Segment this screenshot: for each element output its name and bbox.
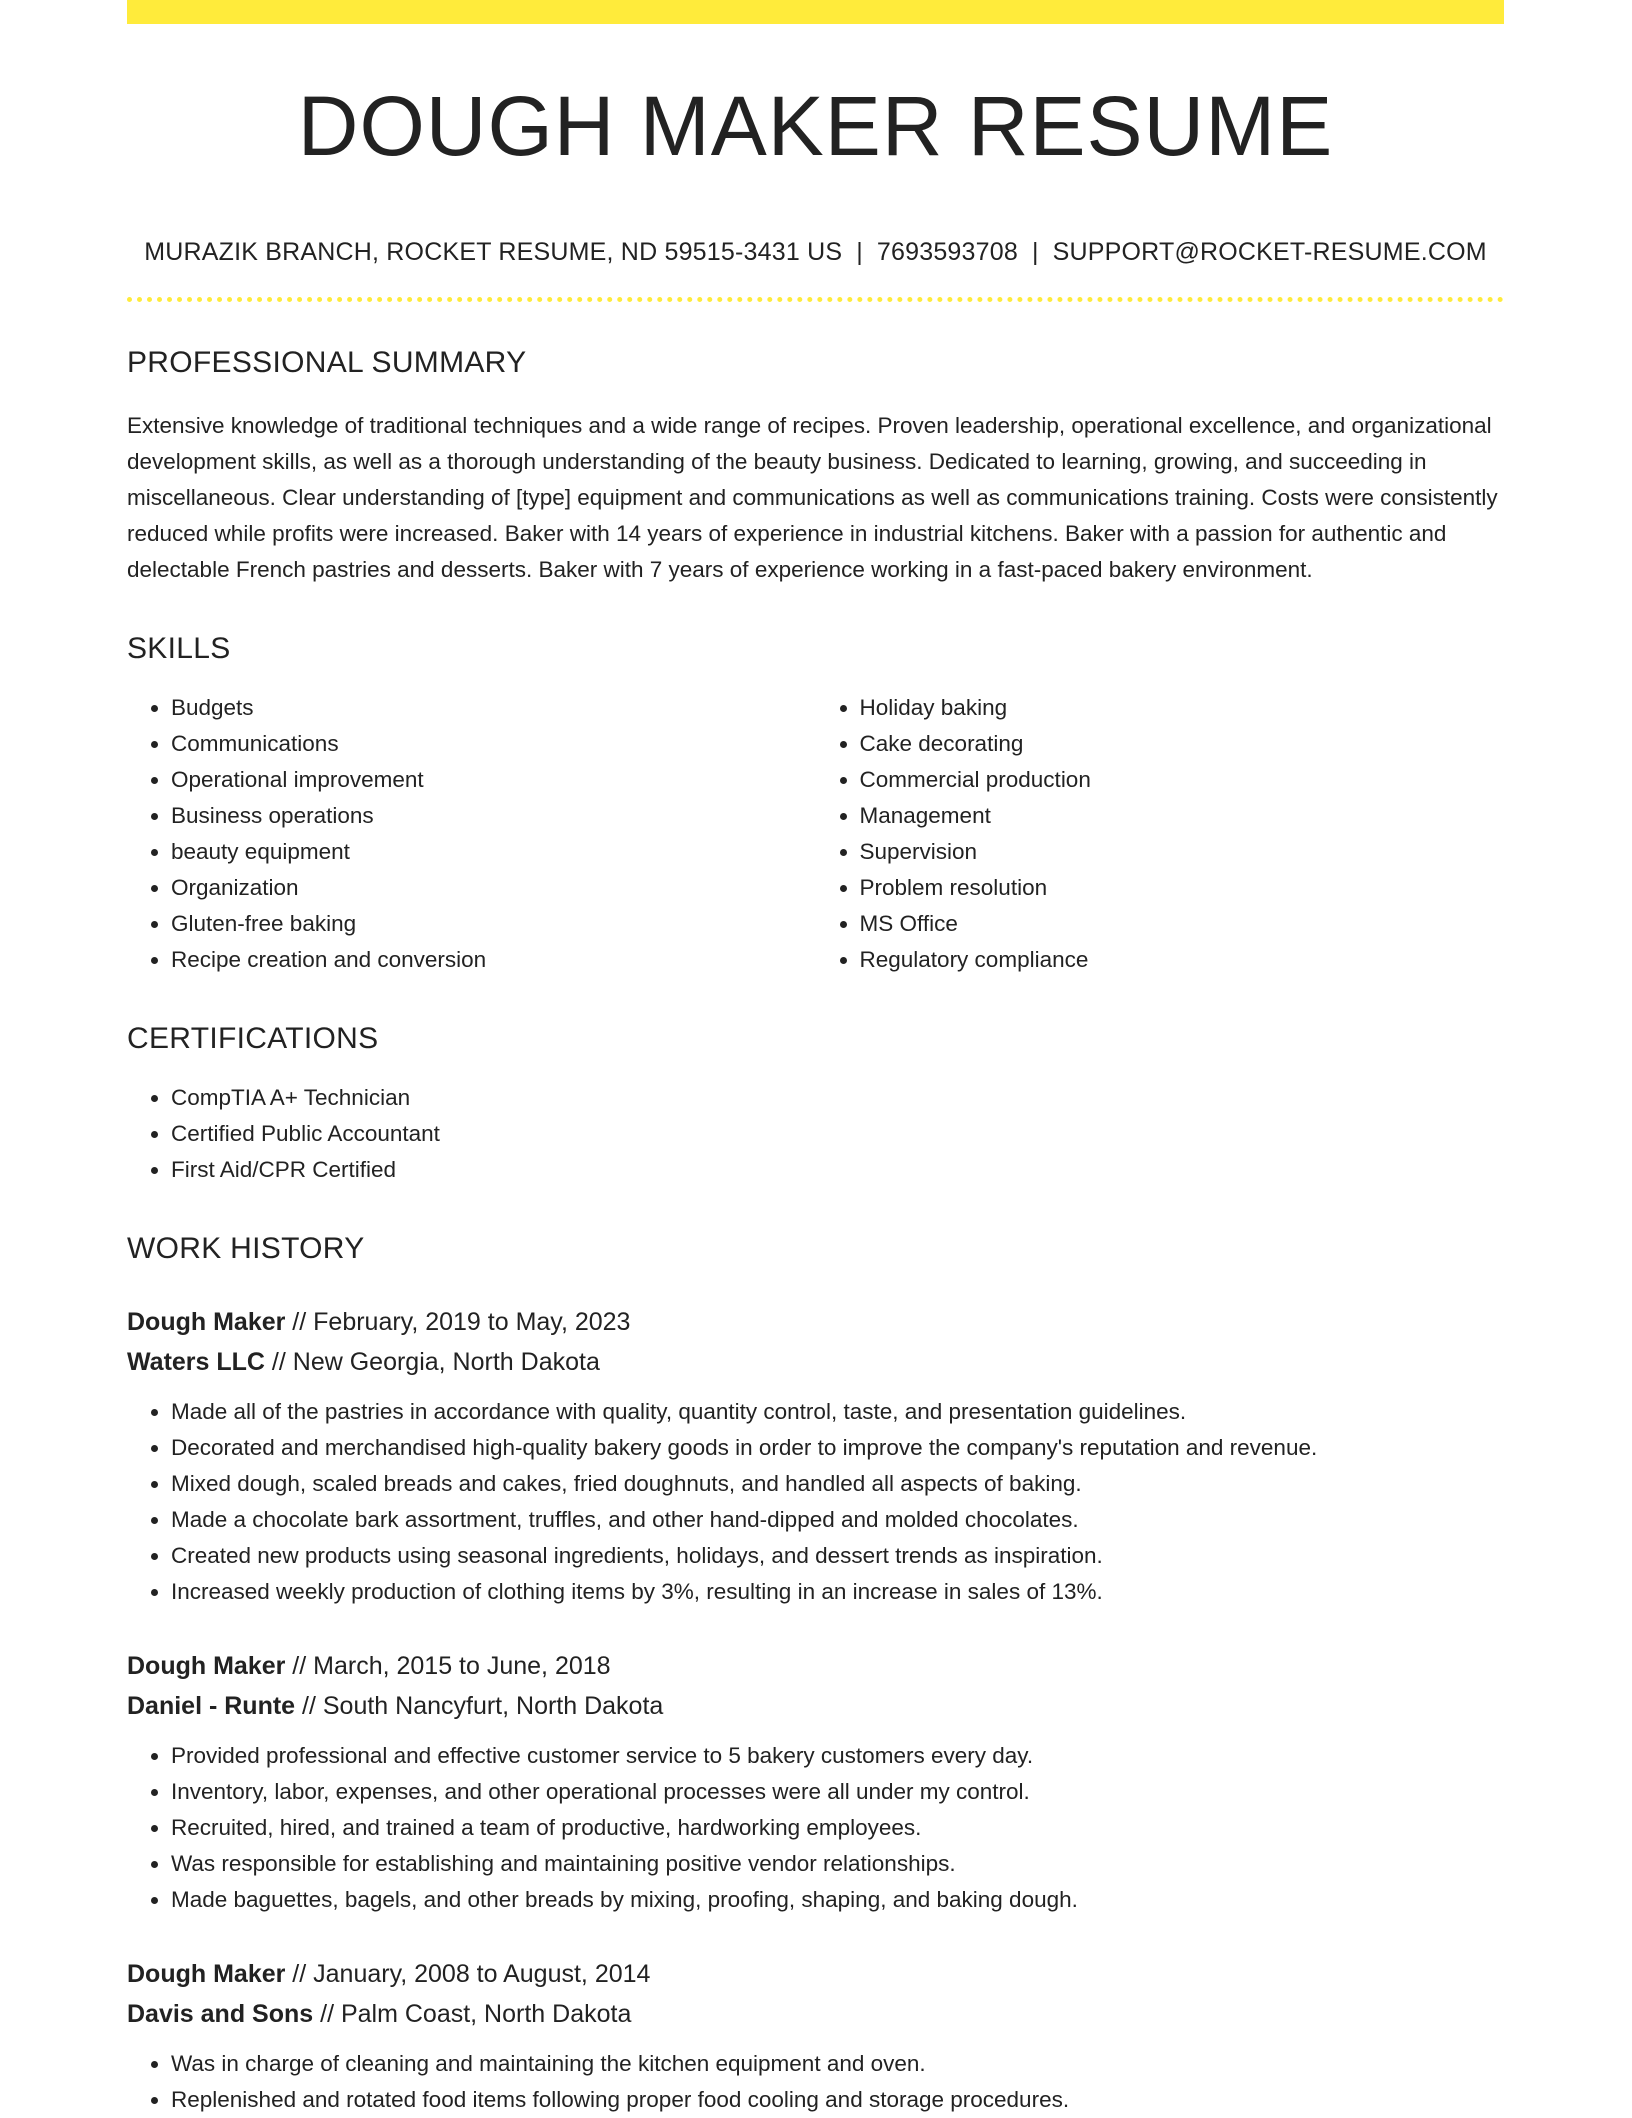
certifications-list — [127, 1080, 1504, 1188]
job-bullets — [127, 2046, 1504, 2118]
certification-item: • CompTIA A+ Technician — [171, 1080, 1504, 1116]
skill-item: • Business operations — [171, 798, 816, 834]
job-bullet: • Mixed dough, scaled breads and cakes, fried doughnuts, and handled all aspects of baking. — [171, 1466, 1504, 1502]
skills-left-list — [127, 690, 816, 978]
dotted-divider — [127, 297, 1504, 302]
job-bullet: • Made a chocolate bark assortment, truffles, and other hand-dipped and molded chocolates. — [171, 1502, 1504, 1538]
job-dates: // January, 2008 to August, 2014 — [285, 1960, 651, 1988]
phone: 7693593708 — [876, 238, 1018, 266]
job-location: // New Georgia, North Dakota — [264, 1348, 600, 1376]
job-company: Waters LLC — [127, 1348, 265, 1376]
job-company-line — [127, 1686, 1504, 1726]
job-entry — [127, 1302, 1504, 1610]
skill-item: • beauty equipment — [171, 834, 816, 870]
work-history-heading: WORK HISTORY — [127, 1232, 365, 1265]
job-bullet: • Created new products using seasonal ingredients, holidays, and dessert trends as inspiration. — [171, 1538, 1504, 1574]
skill-item: • Recipe creation and conversion — [171, 942, 816, 978]
job-bullet: • Made baguettes, bagels, and other breads by mixing, proofing, shaping, and baking dough. — [171, 1882, 1504, 1918]
job-bullet: • Was responsible for establishing and maintaining positive vendor relationships. — [171, 1846, 1504, 1882]
job-title: Dough Maker — [127, 1960, 286, 1988]
job-company: Davis and Sons — [127, 2000, 314, 2028]
job-location: // South Nancyfurt, North Dakota — [295, 1692, 664, 1720]
job-title-line — [127, 1646, 1504, 1686]
summary-heading: PROFESSIONAL SUMMARY — [127, 346, 527, 379]
separator: | — [1031, 238, 1039, 266]
summary-text: Extensive knowledge of traditional techniques and a wide range of recipes. Proven leadership, operational excellence, and organizational development skills, as well as a thorough understanding of the beauty business. Dedicated to learning, growing, and succeeding in miscellaneous. Clear understanding of [type] equipment and communications as well as communications training. Costs were consistently reduced while profits were increased. Baker with 14 years of experience in industrial kitchens. Baker with a passion for authentic and delectable French pastries and desserts. Baker with 7 years of experience working in a fast-paced bakery environment. — [127, 413, 1498, 582]
job-bullets — [127, 1394, 1504, 1610]
certification-item: • Certified Public Accountant — [171, 1116, 1504, 1152]
skill-item: • Holiday baking — [860, 690, 1505, 726]
resume-page — [127, 0, 1504, 2118]
skill-item: • MS Office — [860, 906, 1505, 942]
certifications-heading: CERTIFICATIONS — [127, 1022, 379, 1055]
job-bullet: • Inventory, labor, expenses, and other operational processes were all under my control. — [171, 1774, 1504, 1810]
skill-item: • Problem resolution — [860, 870, 1505, 906]
skill-item: • Budgets — [171, 690, 816, 726]
job-company: Daniel - Runte — [127, 1692, 296, 1720]
skills-right-list — [816, 690, 1505, 978]
job-bullet: • Made all of the pastries in accordance with quality, quantity control, taste, and presentation guidelines. — [171, 1394, 1504, 1430]
job-bullet: • Provided professional and effective customer service to 5 bakery customers every day. — [171, 1738, 1504, 1774]
skill-item: • Cake decorating — [860, 726, 1505, 762]
job-bullet: • Increased weekly production of clothing items by 3%, resulting in an increase in sales of 13%. — [171, 1574, 1504, 1610]
skill-item: • Communications — [171, 726, 816, 762]
skill-item: • Gluten-free baking — [171, 906, 816, 942]
job-bullet: • Replenished and rotated food items following proper food cooling and storage procedures. — [171, 2082, 1504, 2118]
certification-item: • First Aid/CPR Certified — [171, 1152, 1504, 1188]
skills-heading: SKILLS — [127, 632, 231, 665]
skills-columns — [127, 690, 1504, 978]
contact-line — [127, 238, 1504, 267]
email[interactable]: SUPPORT@ROCKET-RESUME.COM — [1052, 238, 1487, 266]
job-title: Dough Maker — [127, 1652, 286, 1680]
job-company-line — [127, 1342, 1504, 1382]
accent-bar — [127, 0, 1504, 24]
skill-item: • Supervision — [860, 834, 1505, 870]
job-company-line — [127, 1994, 1504, 2034]
job-bullets — [127, 1738, 1504, 1918]
page-title: DOUGH MAKER RESUME — [297, 79, 1334, 173]
job-dates: // February, 2019 to May, 2023 — [285, 1308, 631, 1336]
address: MURAZIK BRANCH, ROCKET RESUME, ND 59515-3431 US — [144, 238, 843, 266]
job-title-line — [127, 1302, 1504, 1342]
job-dates: // March, 2015 to June, 2018 — [285, 1652, 611, 1680]
skill-item: • Regulatory compliance — [860, 942, 1505, 978]
skill-item: • Operational improvement — [171, 762, 816, 798]
job-bullet: • Was in charge of cleaning and maintaining the kitchen equipment and oven. — [171, 2046, 1504, 2082]
skill-item: • Management — [860, 798, 1505, 834]
job-title-line — [127, 1954, 1504, 1994]
job-title: Dough Maker — [127, 1308, 286, 1336]
skill-item: • Organization — [171, 870, 816, 906]
job-entry — [127, 1954, 1504, 2118]
job-location: // Palm Coast, North Dakota — [313, 2000, 632, 2028]
skill-item: • Commercial production — [860, 762, 1505, 798]
job-entry — [127, 1646, 1504, 1918]
separator: | — [856, 238, 863, 266]
job-bullet: • Recruited, hired, and trained a team of productive, hardworking employees. — [171, 1810, 1504, 1846]
job-bullet: • Decorated and merchandised high-quality bakery goods in order to improve the company's reputation and revenue. — [171, 1430, 1504, 1466]
